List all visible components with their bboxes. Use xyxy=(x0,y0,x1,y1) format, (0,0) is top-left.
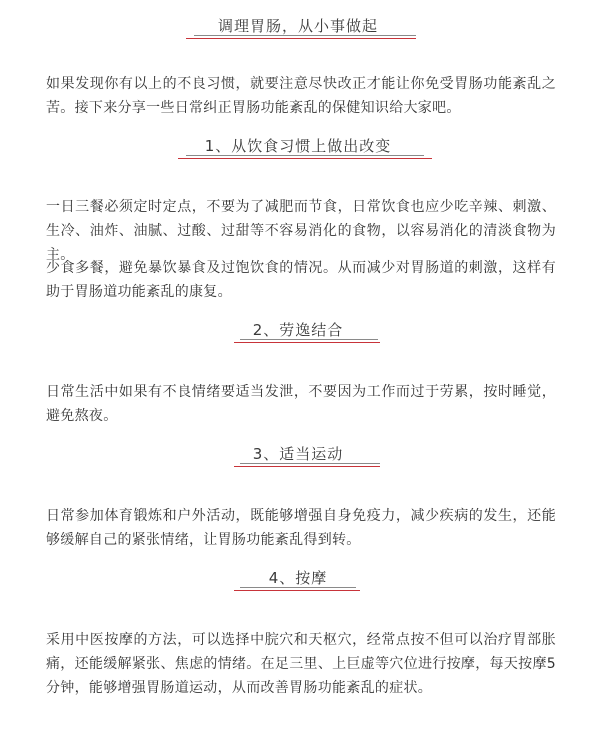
heading-underline-accent xyxy=(186,38,416,39)
paragraph: 一日三餐必须定时定点，不要为了减肥而节食，日常饮食也应少吃辛辣、刺激、生冷、油炸、油腻、过酸、过甜等不容易消化的食物，以容易消化的清淡食物为主。 xyxy=(46,199,556,263)
heading-underline xyxy=(240,339,378,340)
paragraph: 少食多餐，避免暴饮暴食及过饱饮食的情况。从而减少对胃肠道的刺激，这样有助于胃肠道功能紊乱的康复。 xyxy=(46,260,556,300)
section-heading-text: 调理胃肠，从小事做起 xyxy=(217,17,378,35)
section-heading-text: 1、从饮食习惯上做出改变 xyxy=(204,137,392,155)
paragraph: 日常参加体育锻炼和户外活动，既能够增强自身免疫力，减少疾病的发生，还能够缓解自己的紧张情绪，让胃肠功能紊乱得到转。 xyxy=(46,508,556,548)
section-heading-text: 2、劳逸结合 xyxy=(252,321,344,339)
section-heading xyxy=(0,320,596,340)
section-heading-text: 3、适当运动 xyxy=(252,445,344,463)
section-heading xyxy=(0,136,596,156)
paragraph: 日常生活中如果有不良情绪要适当发泄，不要因为工作而过于劳累，按时睡觉，避免熬夜。 xyxy=(46,384,556,424)
heading-underline xyxy=(240,587,356,588)
heading-underline xyxy=(194,35,416,36)
heading-underline-accent xyxy=(234,342,380,343)
section-heading xyxy=(0,444,596,464)
paragraph: 如果发现你有以上的不良习惯，就要注意尽快改正才能让你免受胃肠功能紊乱之苦。接下来分享一些日常纠正胃肠功能紊乱的保健知识给大家吧。 xyxy=(46,76,556,116)
heading-underline xyxy=(186,155,424,156)
heading-underline-accent xyxy=(178,158,432,159)
heading-underline-accent xyxy=(234,590,360,591)
heading-underline-accent xyxy=(234,466,380,467)
section-heading xyxy=(0,568,596,588)
section-heading xyxy=(0,16,596,36)
heading-underline xyxy=(240,463,380,464)
section-heading-text: 4、按摩 xyxy=(268,569,328,587)
paragraph: 采用中医按摩的方法，可以选择中脘穴和天枢穴，经常点按不但可以治疗胃部胀痛，还能缓解紧张、焦虑的情绪。在足三里、上巨虚等穴位进行按摩，每天按摩5分钟，能够增强胃肠道运动，从而改善胃肠功能紊乱的症状。 xyxy=(46,632,556,696)
